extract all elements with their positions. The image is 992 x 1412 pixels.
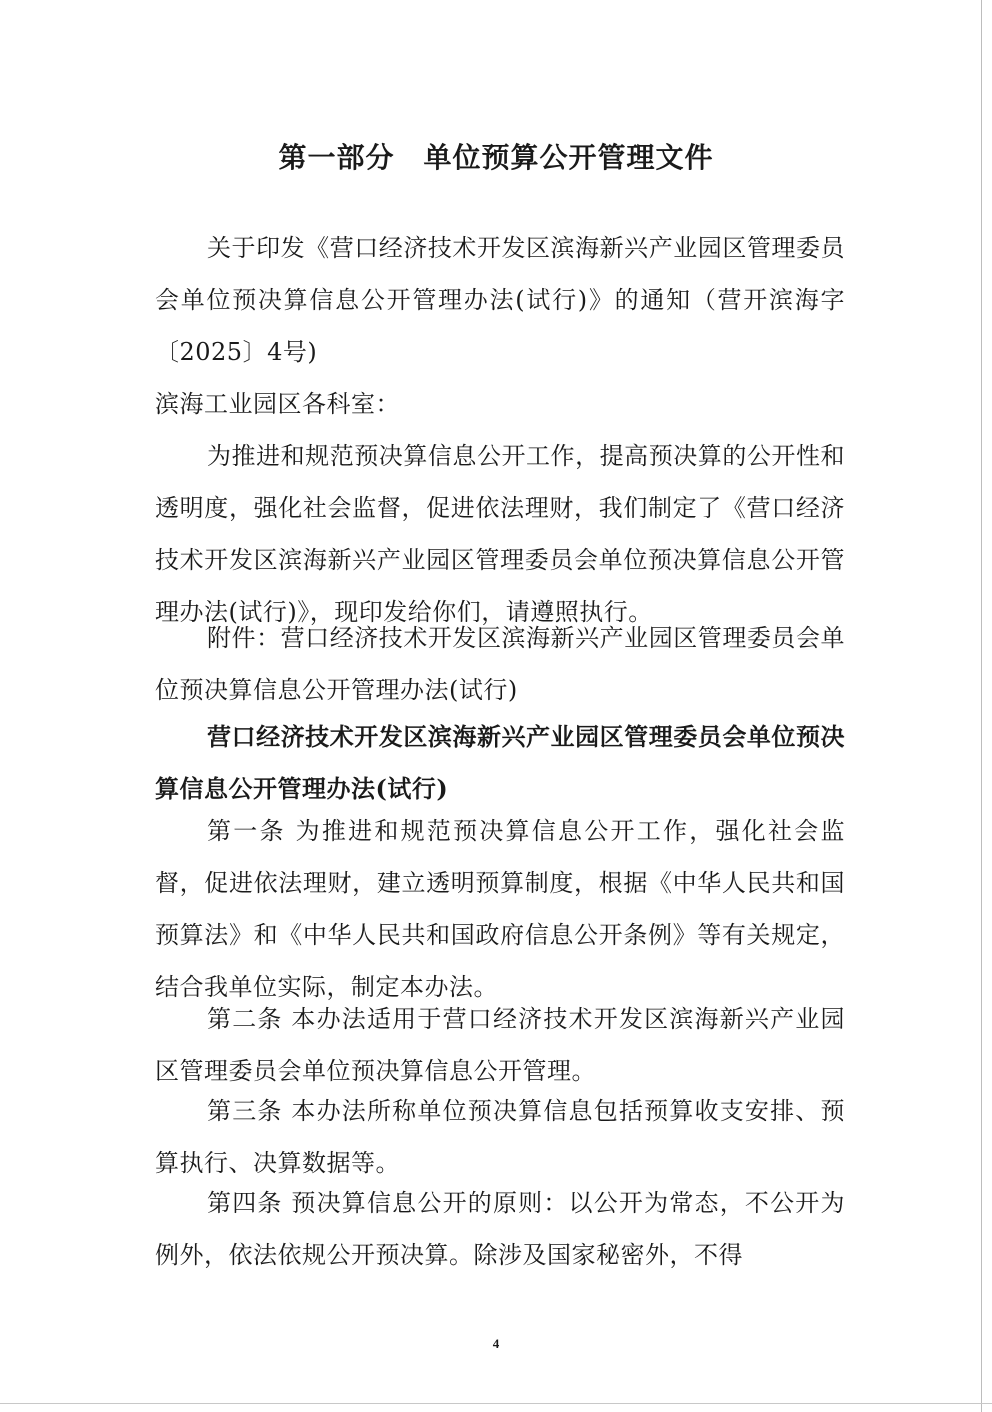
page-number: 4	[492, 1336, 500, 1351]
notice-title: 关于印发《营口经济技术开发区滨海新兴产业园区管理委员会单位预决算信息公开管理办法(试行)》的通知（营开滨海字〔2025〕4号)	[155, 234, 845, 366]
body-intro: 为推进和规范预决算信息公开工作，提高预决算的公开性和透明度，强化社会监督，促进依法理财，我们制定了《营口经济技术开发区滨海新兴产业园区管理委员会单位预决算信息公开管理办法(试行)》，现印发给你们，请遵照执行。	[155, 442, 845, 626]
article-4: 第四条 预决算信息公开的原则：以公开为常态，不公开为例外，依法依规公开预决算。除涉及国家秘密外，不得	[155, 1189, 845, 1269]
article-3: 第三条 本办法所称单位预决算信息包括预算收支安排、预算执行、决算数据等。	[155, 1097, 845, 1177]
addressee: 滨海工业园区各科室：	[155, 390, 400, 418]
measures-title: 营口经济技术开发区滨海新兴产业园区管理委员会单位预决算信息公开管理办法(试行)	[155, 722, 845, 803]
article-2: 第二条 本办法适用于营口经济技术开发区滨海新兴产业园区管理委员会单位预决算信息公开管理。	[155, 1005, 845, 1085]
article-1: 第一条 为推进和规范预决算信息公开工作，强化社会监督，促进依法理财，建立透明预算制度，根据《中华人民共和国预算法》和《中华人民共和国政府信息公开条例》等有关规定，结合我单位实际，制定本办法。	[155, 817, 845, 1001]
scan-edge-right	[981, 0, 982, 1412]
attachment-note: 附件：营口经济技术开发区滨海新兴产业园区管理委员会单位预决算信息公开管理办法(试行)	[155, 624, 845, 704]
scan-edge-bottom	[0, 1403, 992, 1404]
page-title: 第一部分 单位预算公开管理文件	[278, 141, 714, 174]
